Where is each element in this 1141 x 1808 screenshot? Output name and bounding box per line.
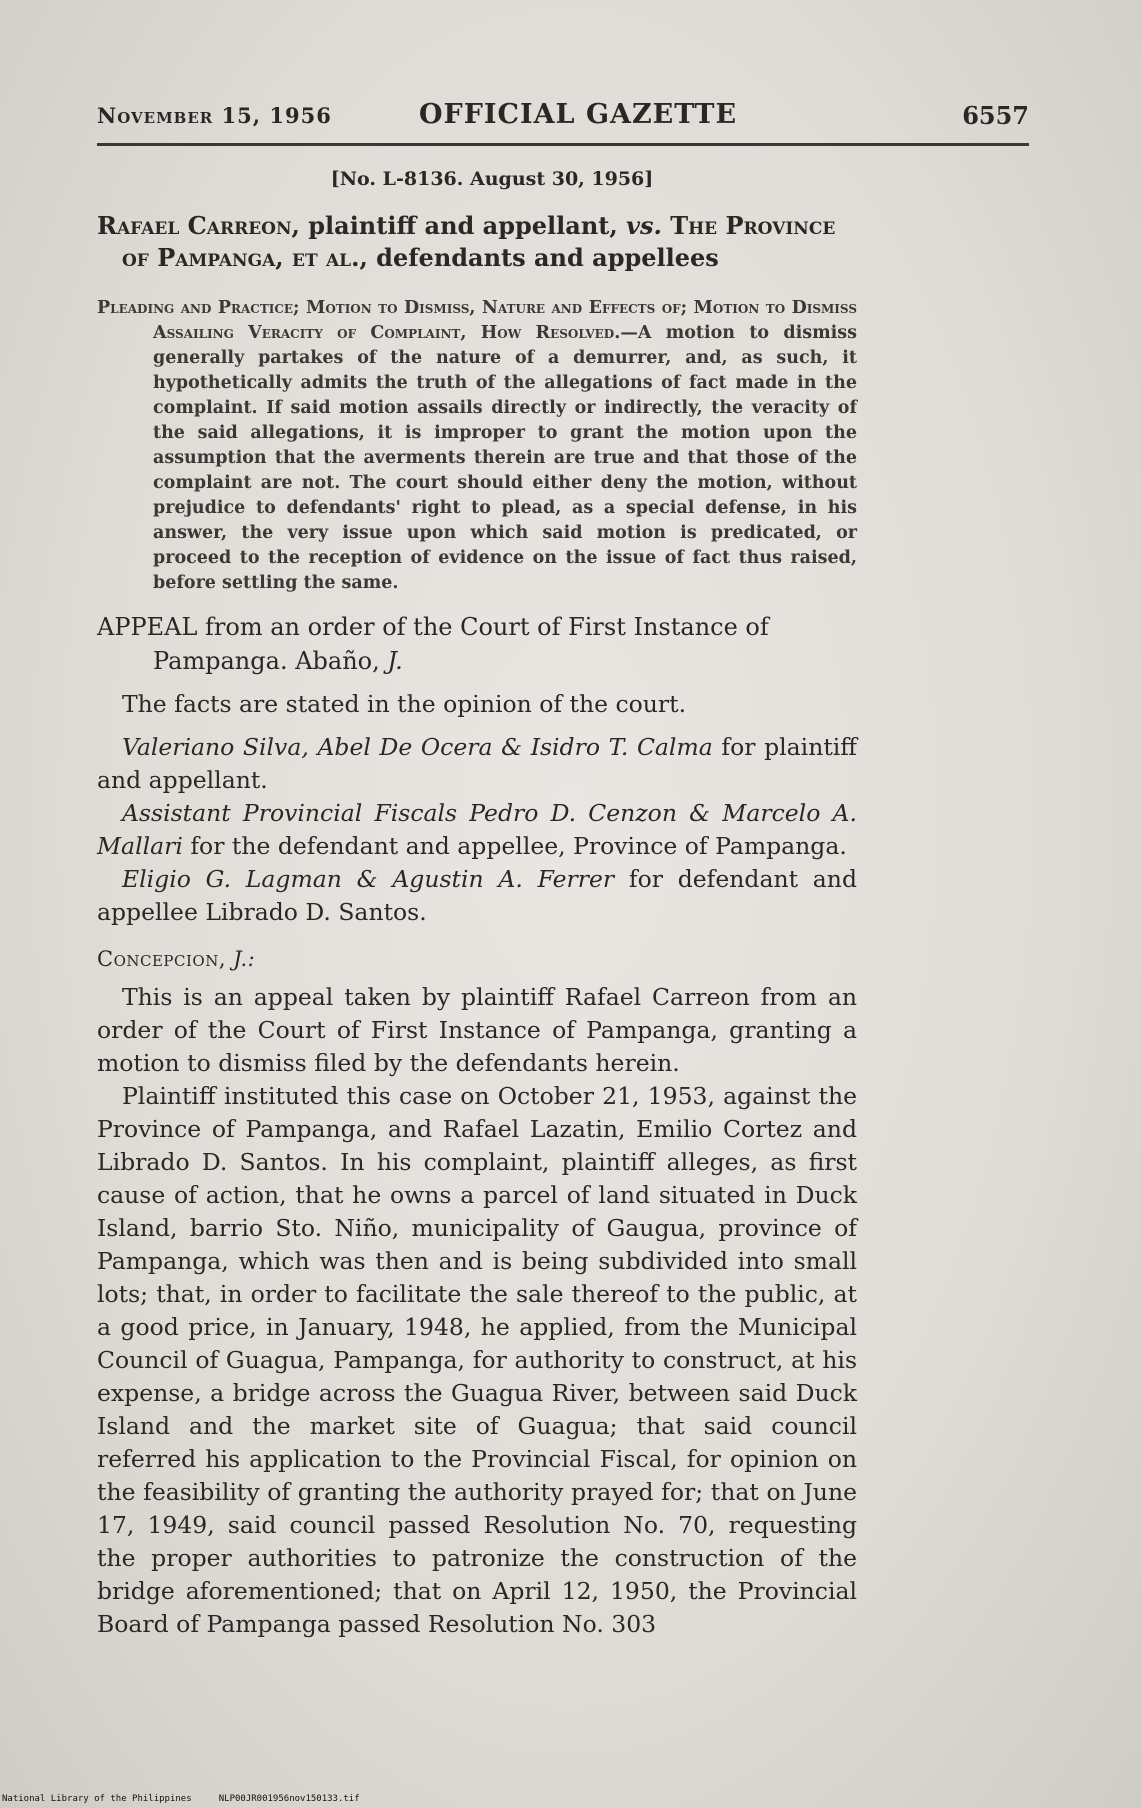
appeal-text: APPEAL from an order of the Court of First Instance of Pampanga. Abaño, [97, 613, 769, 675]
counsel-names: Assistant Provincial Fiscals Pedro D. Cenzon & Marcelo A. Mallari [97, 799, 857, 860]
versus: vs. [626, 211, 662, 240]
ponente-title: J.: [233, 947, 256, 971]
counsel-role: for defendant and appellee Librado D. Santos. [97, 865, 857, 926]
case-content [97, 168, 857, 1641]
ponente-name: Concepcion, [97, 947, 234, 971]
counsel-names: Valeriano Silva, Abel De Ocera & Isidro T. Calma [122, 733, 713, 761]
case-parties [97, 210, 857, 274]
opinion-body [97, 981, 857, 1641]
footer-file: NLP00JR001956nov150133.tif [218, 1794, 360, 1804]
page-header [97, 97, 1029, 137]
plaintiff-name: Rafael Carreon [97, 211, 292, 240]
scan-footer [2, 1794, 360, 1804]
facts-statement: The facts are stated in the opinion of the court. [122, 690, 687, 718]
counsel-role: for plaintiff and appellant. [97, 733, 857, 794]
defendant-name: The Province of Pampanga [122, 211, 836, 272]
header-rule [97, 143, 1029, 146]
appeal-line [97, 610, 857, 678]
footer-source: National Library of the Philippines [2, 1794, 192, 1804]
syllabus-text: —A motion to dismiss generally partakes of the nature of a demurrer, and, as such, it hypothetically admits the truth of the allegations of fact made in the complaint. If said motion assails directly or indirectly, the veracity of the said allegations, it is improper to grant the motion upon the assumption that the averments therein are true and that those of the complaint are not. The court should either deny the motion, without prejudice to defendants' right to plead, as a special defense, in his answer, the very issue upon which said motion is predicated, or proceed to the reception of evidence on the issue of fact thus raised, before settling the same. [153, 323, 857, 593]
counsel-list [97, 731, 857, 929]
page-number: 6557 [962, 101, 1029, 130]
header-title: OFFICIAL GAZETTE [419, 99, 738, 130]
counsel-entry [97, 797, 857, 863]
syllabus [97, 296, 857, 596]
ponente [97, 947, 857, 971]
opinion-paragraph: Plaintiff instituted this case on October 21, 1953, against the Province of Pampanga, and Rafael Lazatin, Emilio Cortez and Librado D. Santos. In his complaint, plaintiff alleges, as first cause of action, that he owns a parcel of land situated in Duck Island, barrio Sto. Niño, municipality of Gaugua, province of Pampanga, which was then and is being subdivided into small lots; that, in order to facilitate the sale thereof to the public, at a good price, in January, 1948, he applied, from the Municipal Council of Guagua, Pampanga, for authority to construct, at his expense, a bridge across the Guagua River, between said Duck Island and the market site of Guagua; that said council referred his application to the Provincial Fiscal, for opinion on the feasibility of granting the authority prayed for; that on June 17, 1949, said council passed Resolution No. 70, requesting the proper authorities to patronize the construction of the bridge aforementioned; that on April 12, 1950, the Provincial Board of Pampanga passed Resolution No. 303 [97, 1082, 857, 1638]
docket-line: [No. L-8136. August 30, 1956] [330, 168, 654, 190]
counsel-entry [97, 863, 857, 929]
appeal-judge: J. [387, 647, 403, 675]
syllabus-heading: Pleading and Practice; Motion to Dismiss, Nature and Effects of; Motion to Dismiss Assailing Veracity of Complaint, How Resolved. [97, 298, 857, 343]
et-al: , et al. [275, 243, 360, 272]
plaintiff-role: , plaintiff and appellant, [291, 211, 627, 240]
opinion-paragraph: This is an appeal taken by plaintiff Rafael Carreon from an order of the Court of First Instance of Pampanga, granting a motion to dismiss filed by the defendants herein. [97, 983, 857, 1077]
counsel-role: for the defendant and appellee, Province of Pampanga. [182, 832, 847, 860]
header-date: November 15, 1956 [97, 103, 332, 128]
defendant-role: , defendants and appellees [359, 243, 719, 272]
counsel-entry [97, 731, 857, 797]
counsel-names: Eligio G. Lagman & Agustin A. Ferrer [122, 865, 615, 893]
